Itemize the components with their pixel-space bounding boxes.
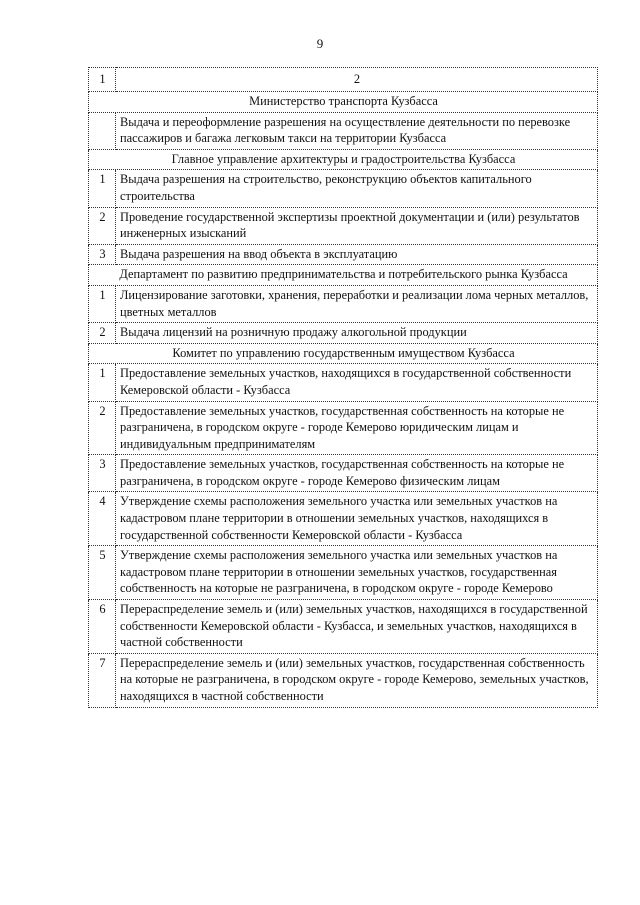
row-text: Лицензирование заготовки, хранения, переработки и реализации лома черных металлов, цветных металлов (116, 285, 598, 322)
row-text: Предоставление земельных участков, находящихся в государственной собственности Кемеровской области - Кузбасса (116, 364, 598, 401)
table-row (89, 323, 598, 344)
table-row (89, 364, 598, 401)
row-text: Перераспределение земель и (или) земельных участков, находящихся в государственной собственности Кемеровской области - Кузбасса, и земельных участков, находящихся в частной собственности (116, 600, 598, 654)
section-title: Главное управление архитектуры и градостроительства Кузбасса (89, 149, 598, 170)
section-row (89, 149, 598, 170)
row-number: 4 (89, 492, 116, 546)
row-number: 7 (89, 653, 116, 707)
table-row (89, 492, 598, 546)
row-number: 1 (89, 285, 116, 322)
row-text: Утверждение схемы расположения земельного участка или земельных участков на кадастровом плане территории в отношении земельных участков, находящихся в государственной собственности Кемеровской области - Кузбасса (116, 492, 598, 546)
table-row (89, 455, 598, 492)
section-title: Министерство транспорта Кузбасса (89, 92, 598, 113)
row-number: 2 (89, 401, 116, 455)
table-row (89, 653, 598, 707)
section-title: Департамент по развитию предпринимательства и потребительского рынка Кузбасса (89, 265, 598, 286)
row-text: Проведение государственной экспертизы проектной документации и (или) результатов инженерных изысканий (116, 207, 598, 244)
table-row (89, 244, 598, 265)
row-text: Выдача и переоформление разрешения на осуществление деятельности по перевозке пассажиров и багажа легковым такси на территории Кузбасса (116, 112, 598, 149)
table-row (89, 170, 598, 207)
table-row (89, 401, 598, 455)
row-number: 1 (89, 364, 116, 401)
section-title: Комитет по управлению государственным имуществом Кузбасса (89, 343, 598, 364)
table-row (89, 112, 598, 149)
header-col-2: 2 (116, 68, 598, 92)
table-header-row (89, 68, 598, 92)
page-number: 9 (316, 36, 324, 51)
row-number: 2 (89, 323, 116, 344)
row-number (89, 112, 116, 149)
table-row (89, 546, 598, 600)
section-row (89, 343, 598, 364)
table-row (89, 285, 598, 322)
row-text: Предоставление земельных участков, государственная собственность на которые не разграничена, в городском округе - городе Кемерово юридическим лицам и индивидуальным предпринимателям (116, 401, 598, 455)
row-text: Выдача разрешения на ввод объекта в эксплуатацию (116, 244, 598, 265)
section-row (89, 265, 598, 286)
services-table (88, 67, 598, 708)
row-text: Утверждение схемы расположения земельного участка или земельных участков на кадастровом плане территории в отношении земельных участков, государственная собственность на которые не разграничена, в городском округе - городе Кемерово (116, 546, 598, 600)
row-text: Выдача разрешения на строительство, реконструкцию объектов капитального строительства (116, 170, 598, 207)
row-text: Предоставление земельных участков, государственная собственность на которые не разграничена, в городском округе - городе Кемерово физическим лицам (116, 455, 598, 492)
table-row (89, 600, 598, 654)
header-col-1: 1 (89, 68, 116, 92)
row-number: 3 (89, 244, 116, 265)
table-row (89, 207, 598, 244)
row-number: 3 (89, 455, 116, 492)
row-text: Выдача лицензий на розничную продажу алкогольной продукции (116, 323, 598, 344)
row-number: 6 (89, 600, 116, 654)
row-number: 5 (89, 546, 116, 600)
row-text: Перераспределение земель и (или) земельных участков, государственная собственность на которые не разграничена, в городском округе - городе Кемерово, земельных участков, находящихся в частной собственности (116, 653, 598, 707)
section-row (89, 92, 598, 113)
row-number: 1 (89, 170, 116, 207)
row-number: 2 (89, 207, 116, 244)
